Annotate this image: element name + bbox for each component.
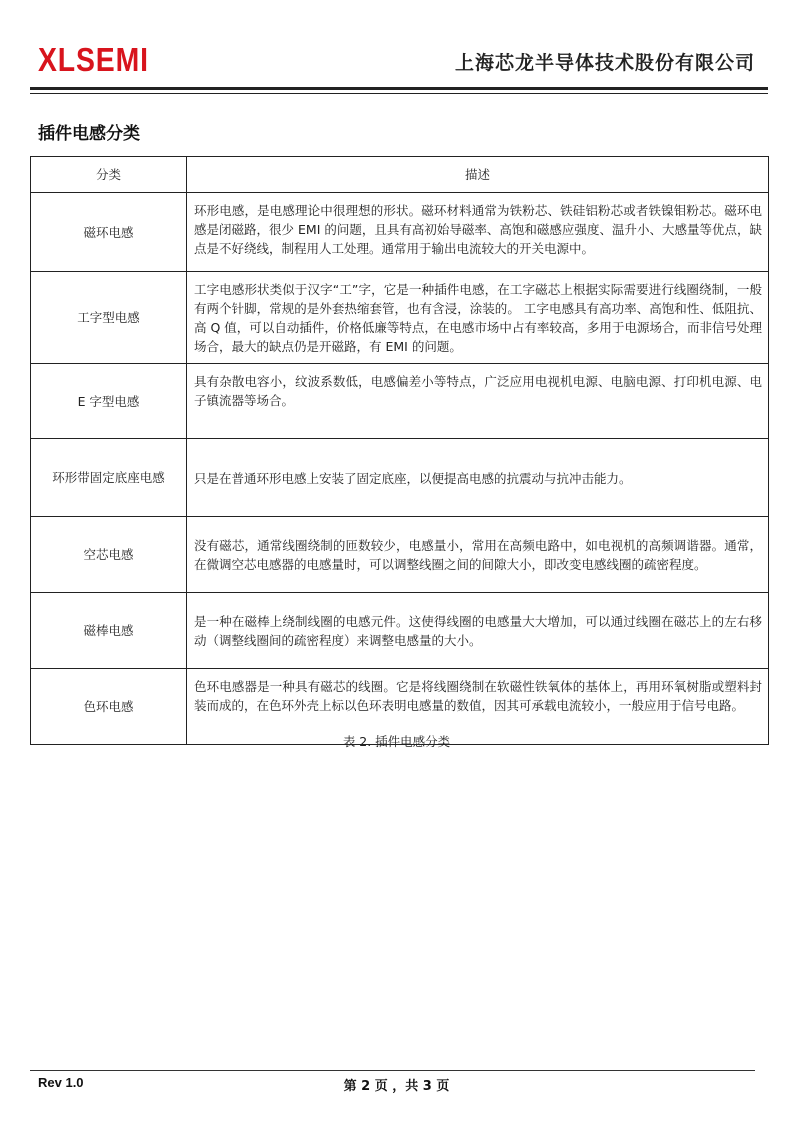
description-cell: 环形电感，是电感理论中很理想的形状。磁环材料通常为铁粉芯、铁硅铝粉芯或者铁镍钼粉芯。磁环电感是闭磁路，很少 EMI 的问题，且具有高初始导磁率、高饱和磁感应强度、温升小、大感量等优点，缺点是不好绕线，制程用人工处理。通常用于输出电流较大的开关电源中。: [187, 193, 769, 272]
header-divider-thin: [30, 93, 768, 94]
table-row: [31, 193, 769, 272]
section-title: 插件电感分类: [38, 124, 140, 144]
company-logo: XLSEMI: [38, 41, 149, 78]
category-cell: 磁环电感: [31, 193, 187, 272]
category-cell: 工字型电感: [31, 272, 187, 364]
category-cell: 磁棒电感: [31, 593, 187, 669]
table-row: [31, 439, 769, 517]
header-divider-thick: [30, 87, 768, 90]
column-header-category: 分类: [31, 157, 187, 193]
table-row: [31, 364, 769, 439]
description-cell: 只是在普通环形电感上安装了固定底座，以便提高电感的抗震动与抗冲击能力。: [187, 439, 769, 517]
revision-label: Rev 1.0: [38, 1075, 84, 1090]
table-row: [31, 593, 769, 669]
description-cell: 工字电感形状类似于汉字“工”字，它是一种插件电感，在工字磁芯上根据实际需要进行线圈绕制，一般有两个针脚，常规的是外套热缩套管，也有含浸，涂装的。 工字电感具有高功率、高饱和性、低阻抗、高 Q 值，可以自动插件，价格低廉等特点，在电感市场中占有率较高，多用于电源场合，而非信号处理场合，最大的缺点仍是开磁路，有 EMI 的问题。: [187, 272, 769, 364]
table-caption: 表 2. 插件电感分类: [342, 734, 451, 749]
company-name: 上海芯龙半导体技术股份有限公司: [454, 52, 755, 74]
category-cell: 空芯电感: [31, 517, 187, 593]
description-cell: 色环电感器是一种具有磁芯的线圈。它是将线圈绕制在软磁性铁氧体的基体上，再用环氧树脂或塑料封装而成的，在色环外壳上标以色环表明电感量的数值，因其可承载电流较小，一般应用于信号电路。: [187, 669, 769, 745]
category-cell: 色环电感: [31, 669, 187, 745]
table-row: [31, 517, 769, 593]
table-header-row: [31, 157, 769, 193]
description-cell: 具有杂散电容小，纹波系数低，电感偏差小等特点，广泛应用电视机电源、电脑电源、打印机电源、电子镇流器等场合。: [187, 364, 769, 439]
category-cell: E 字型电感: [31, 364, 187, 439]
table-row: [31, 272, 769, 364]
footer-divider: [30, 1070, 755, 1071]
category-cell: 环形带固定底座电感: [31, 439, 187, 517]
column-header-description: 描述: [187, 157, 769, 193]
description-cell: 是一种在磁棒上绕制线圈的电感元件。这使得线圈的电感量大大增加，可以通过线圈在磁芯上的左右移动（调整线圈间的疏密程度）来调整电感量的大小。: [187, 593, 769, 669]
description-cell: 没有磁芯，通常线圈绕制的匝数较少，电感量小，常用在高频电路中，如电视机的高频调谐器。通常，在微调空芯电感器的电感量时，可以调整线圈之间的间隙大小，即改变电感线圈的疏密程度。: [187, 517, 769, 593]
page-number: 第 2 页 ，共 3 页: [343, 1079, 450, 1094]
inductor-classification-table: [30, 156, 769, 745]
